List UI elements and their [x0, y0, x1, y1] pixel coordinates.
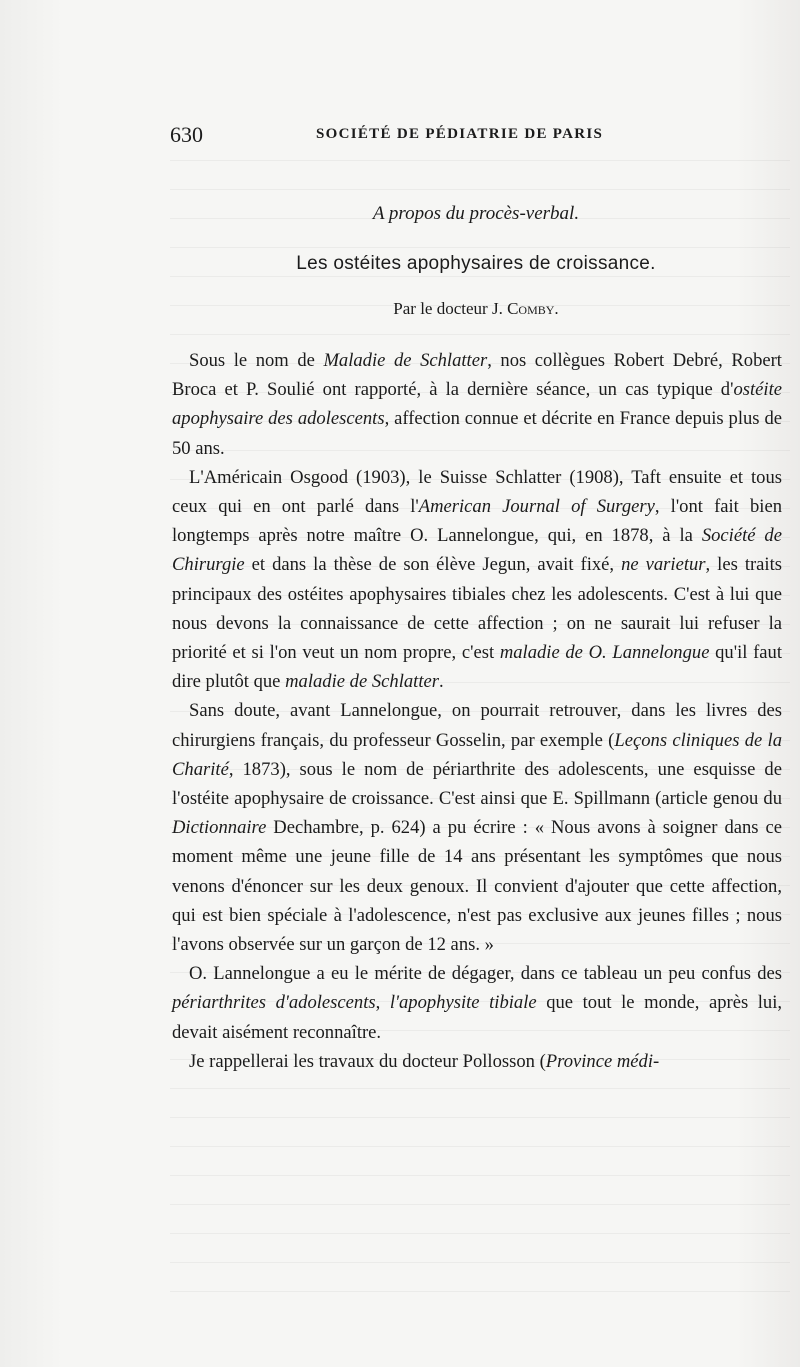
text-run: L'Américain Osgood (1903), le Suisse Schlatter (1908), Taft ensuite et tous ceux qui en ont parlé dans l': [172, 466, 782, 518]
section-heading: A propos du procès-verbal.: [372, 203, 580, 224]
text-run: , 1873), sous le nom de périarthrite des adolescents, une esquisse de l'ostéite apophysaire de croissance. C'est ainsi que E. Spillmann (article genou du: [172, 758, 782, 810]
article-body: [172, 346, 782, 1076]
italic-run: American Journal of Surgery: [418, 496, 655, 518]
body-paragraph: [172, 696, 782, 959]
text-run: et dans la thèse de son élève Jegun, avait fixé,: [244, 554, 622, 576]
text-run: , affection connue et décrite en France depuis plus de 50 ans.: [172, 408, 782, 459]
text-run: O. Lannelongue a eu le mérite de dégager, dans ce tableau un peu confus des: [189, 963, 782, 985]
text-run: Dechambre, p. 624) a pu écrire : « Nous avons à soigner dans ce moment même une jeune fille de 14 ans présentant les symptômes que nous venons d'énoncer sur les deux genoux. Il convient d'ajouter que cette affection, qui est bien spéciale à l'adolescence, n'est pas exclusive aux jeunes filles ; nous l'avons observée sur un garçon de 12 ans. »: [172, 817, 782, 956]
text-run: Sans doute, avant Lannelongue, on pourrait retrouver, dans les livres des chirurgiens français, du professeur Gosselin, par exemple (: [172, 700, 782, 751]
text-run: que tout le monde, après lui, devait aisément reconnaître.: [172, 992, 783, 1043]
italic-run: l'apophysite tibiale: [389, 992, 537, 1014]
body-paragraph: [172, 463, 782, 697]
byline-prefix: Par le docteur J.: [393, 299, 503, 318]
byline-author: Comby.: [507, 299, 559, 318]
text-run: .: [438, 671, 444, 693]
text-run: , les traits principaux des ostéites apophysaires tibiales chez les adolescents. C'est à lui que nous devons la connaissance de cette affection ; on ne saurait lui refuser la priorité et si l'on veut un nom propre, c'est: [172, 554, 783, 664]
italic-run: Dictionnaire: [172, 817, 267, 839]
body-paragraph: [172, 959, 782, 1047]
italic-run: maladie de O. Lannelongue: [499, 642, 710, 664]
body-paragraph: [172, 346, 782, 463]
running-header: [170, 122, 782, 152]
byline: [170, 299, 782, 319]
text-run: , l'ont fait bien longtemps après notre maître O. Lannelongue, qui, en 1878, à la: [172, 496, 782, 547]
journal-title: SOCIÉTÉ DE PÉDIATRIE DE PARIS: [316, 126, 604, 142]
text-run: Je rappellerai les travaux du docteur Pollosson (: [189, 1050, 546, 1072]
italic-run: Province médi-: [545, 1050, 660, 1072]
text-run: qu'il faut dire plutôt que: [172, 642, 782, 693]
text-run: , nos collègues Robert Debré, Robert Broca et P. Soulié ont rapporté, à la dernière séance, un cas typique d': [172, 350, 782, 401]
italic-run: périarthrites d'adolescents: [172, 992, 376, 1014]
article-title: Les ostéites apophysaires de croissance.: [296, 253, 656, 274]
italic-run: Maladie de Schlatter: [323, 350, 488, 371]
text-run: ,: [375, 992, 390, 1014]
italic-run: Leçons cliniques de la Charité: [172, 729, 783, 780]
italic-run: ne varietur: [621, 554, 706, 576]
italic-run: maladie de Schlatter: [285, 671, 439, 693]
italic-run: ostéite apophysaire des adolescents: [172, 379, 782, 430]
body-paragraph: [172, 1047, 782, 1076]
text-run: Sous le nom de: [189, 350, 324, 371]
italic-run: Société de Chirurgie: [172, 525, 782, 576]
page-number: 630: [170, 122, 203, 147]
